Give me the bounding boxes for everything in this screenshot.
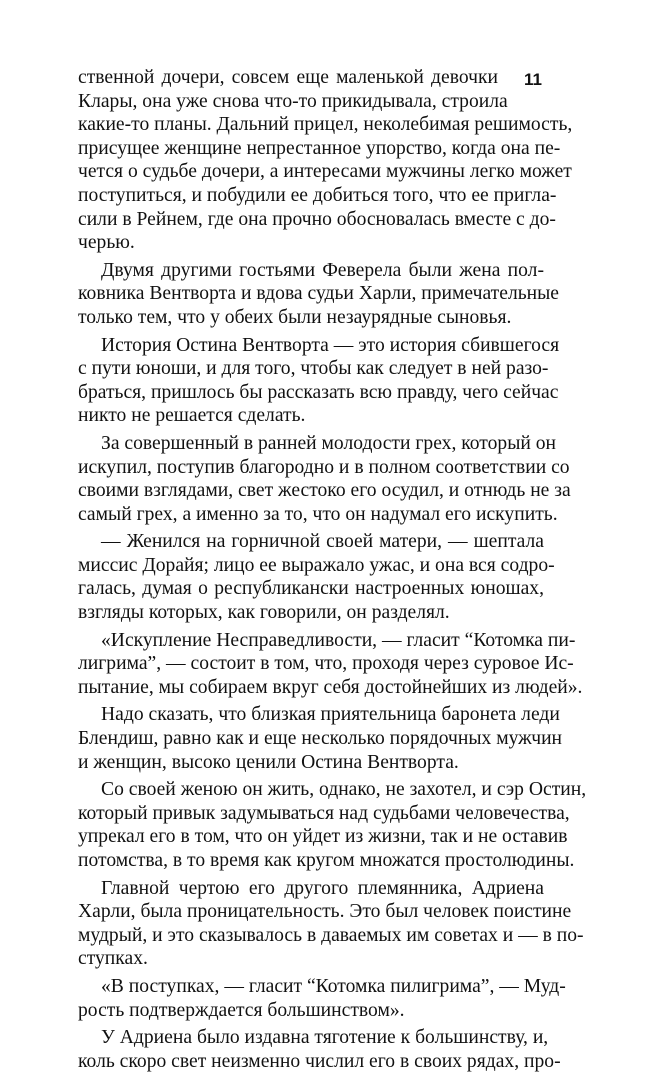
- text-line: Клары, она уже снова что-то прикидывала, строила: [78, 90, 508, 112]
- text-line: Надо сказать, что близкая приятельница баронета леди: [101, 704, 560, 726]
- text-line: присущее женщине непрестанное упорство, когда она пе-: [78, 137, 561, 159]
- book-page-text: [78, 66, 587, 1077]
- text-line: лигрима”, — состоит в том, что, проходя через суровое Ис-: [78, 653, 574, 675]
- text-line: поступиться, и побудили ее добиться того, что ее пригла-: [78, 184, 557, 206]
- text-line: — Женился на горничной своей матери, — шептала: [101, 531, 544, 553]
- text-line: рость подтверждается большинством».: [78, 999, 405, 1021]
- text-line: «Искупление Несправедливости, — гласит “Котомка пи-: [101, 629, 576, 651]
- text-line: Харли, была проницательность. Это был человек поистине: [78, 901, 572, 923]
- text-line: который привык задумываться над судьбами человечества,: [78, 802, 570, 824]
- page-number: 11: [524, 70, 542, 89]
- paragraph: [78, 778, 587, 872]
- text-line: История Остина Вентворта — это история сбившегося: [101, 334, 560, 356]
- text-line: пытание, мы собираем вкруг себя достойнейших из людей».: [78, 676, 583, 698]
- paragraph: [78, 975, 566, 1022]
- text-line: ступках.: [78, 948, 148, 970]
- text-line: какие-то планы. Дальний прицел, неколебимая решимость,: [78, 114, 573, 136]
- paragraph: [78, 877, 584, 971]
- text-line: браться, пришлось бы рассказать всю правду, чего сейчас: [78, 381, 559, 403]
- text-line: галась, думая о республикански настроенных юношах,: [78, 578, 544, 600]
- text-line: упрекал его в том, что он уйдет из жизни, так и не оставив: [78, 826, 568, 848]
- text-line: с пути юноши, и для того, чтобы как следует в ней разо-: [78, 358, 549, 380]
- text-line: самый грех, а именно за то, что он надумал его искупить.: [78, 503, 558, 525]
- text-line: искупил, поступив благородно и в полном соответствии со: [78, 456, 570, 478]
- text-line: своими взглядами, свет жестоко его осудил, и отнюдь не за: [78, 480, 571, 502]
- text-line: Главной чертою его другого племянника, Адриена: [101, 877, 544, 899]
- paragraph: [78, 66, 573, 255]
- text-line: Блендиш, равно как и еще несколько порядочных мужчин: [78, 728, 563, 750]
- text-line: сили в Рейнем, где она прочно обосновалась вместе с до-: [78, 208, 556, 230]
- text-line: За совершенный в ранней молодости грех, который он: [101, 432, 557, 454]
- text-line: никто не решается сделать.: [78, 405, 306, 427]
- text-line: ственной дочери, совсем еще маленькой девочки: [78, 67, 498, 88]
- text-line: только тем, что у обеих были незаурядные сыновья.: [78, 306, 512, 328]
- text-line: коль скоро свет неизменно числил его в своих рядах, про-: [78, 1050, 561, 1072]
- text-line: потомства, в то время как кругом множатся простолюдины.: [78, 850, 575, 871]
- text-line: У Адриена было издавна тяготение к большинству, и,: [101, 1027, 549, 1049]
- text-line: «В поступках, — гласит “Котомка пилигрима”, — Муд-: [101, 975, 566, 997]
- text-line: взгляды которых, как говорили, он разделял.: [78, 602, 450, 624]
- paragraph: [78, 703, 563, 774]
- text-line: и женщин, высоко ценили Остина Вентворта.: [78, 751, 459, 773]
- paragraph: [78, 530, 555, 624]
- text-line: мудрый, и это сказывалось в даваемых им советах и — в по-: [78, 924, 584, 946]
- text-line: Двумя другими гостьями Феверела были жена пол-: [101, 259, 544, 281]
- text-line: миссис Дорайя; лицо ее выражало ужас, и она вся содро-: [78, 554, 555, 576]
- paragraph: [78, 334, 560, 428]
- paragraph: [78, 432, 571, 526]
- text-line: ковника Вентворта и вдова судьи Харли, примечательные: [78, 283, 560, 305]
- text-line: чется о судьбе дочери, а интересами мужчины легко может: [78, 161, 572, 183]
- paragraph: [78, 259, 560, 330]
- paragraph: [78, 1026, 561, 1073]
- text-line: Со своей женою он жить, однако, не захотел, и сэр Остин,: [101, 779, 587, 801]
- text-line: черью.: [78, 232, 135, 254]
- paragraph: [78, 629, 583, 700]
